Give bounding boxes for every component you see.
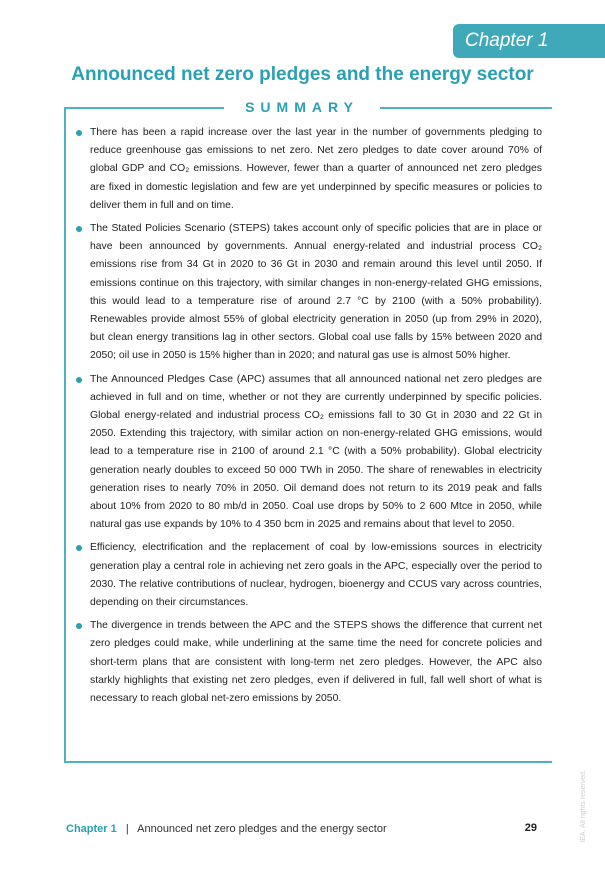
bullet-dot-icon	[76, 130, 82, 136]
bullet-dot-icon	[76, 377, 82, 383]
summary-bullet	[76, 220, 542, 366]
summary-label: SUMMARY	[245, 99, 359, 115]
summary-rule-right	[380, 107, 552, 109]
chapter-tab: Chapter 1	[453, 24, 605, 58]
bullet-dot-icon	[76, 545, 82, 551]
summary-bullet-text: There has been a rapid increase over the last year in the number of governments pledging to reduce greenhouse gas emissions to net zero. Net zero pledges to date cover around 70% of global GDP and CO₂ emissions. However, fewer than a quarter of announced net zero pledges are fixed in domestic legislation and few are yet underpinned by specific measures or policies to deliver them in full and on time.	[90, 127, 542, 211]
page-number: 29	[524, 822, 537, 834]
footer-separator: |	[125, 823, 129, 835]
summary-bullet	[76, 124, 542, 215]
rights-notice: IEA. All rights reserved.	[580, 770, 587, 843]
summary-bullet	[76, 539, 542, 612]
summary-rule-left	[64, 107, 224, 109]
bullet-dot-icon	[76, 623, 82, 629]
summary-bullet	[76, 371, 542, 535]
summary-bullet-text: Efficiency, electrification and the replacement of coal by low-emissions sources in electricity generation play a central role in achieving net zero goals in the APC, especially over the period to 2030. The relative contributions of nuclear, hydrogen, bioenergy and CCUS vary across countries, depending on their circumstances.	[90, 542, 542, 609]
summary-bullet	[76, 617, 542, 708]
page-title: Announced net zero pledges and the energy sector	[71, 64, 534, 85]
bullet-dot-icon	[76, 226, 82, 232]
page-footer	[66, 823, 387, 835]
footer-title: Announced net zero pledges and the energy sector	[137, 823, 387, 835]
summary-bullet-text: The Announced Pledges Case (APC) assumes that all announced national net zero pledges are achieved in full and on time, whether or not they are currently underpinned by specific policies. Global energy-related and industrial process CO₂ emissions fall to 30 Gt in 2030 and 22 Gt in 2050. Extending this trajectory, with similar action on non-energy-related GHG emissions, would lead to a temperature rise in 2100 of around 2.1 °C (with a 50% probability). Global electricity generation nearly doubles to exceed 50 000 TWh in 2050. The share of renewables in electricity generation rises to nearly 70% in 2050. Oil demand does not return to its 2019 peak and falls about 10% from 2020 to 80 mb/d in 2050. Coal use drops by 50% to 2 600 Mtce in 2050, while natural gas use expands by 10% to 4 350 bcm in 2025 and remains about that level to 2050.	[90, 373, 542, 531]
summary-bullet-text: The Stated Policies Scenario (STEPS) takes account only of specific policies that are in place or have been announced by governments. Annual energy-related and industrial process CO₂ emissions rise from 34 Gt in 2020 to 36 Gt in 2030 and remain around this level until 2050. If emissions continue on this trajectory, with similar changes in non-energy-related GHG emissions, this would lead to a temperature rise of around 2.7 °C by 2100 (with a 50% probability). Renewables provide almost 55% of global electricity generation in 2050 (up from 29% in 2020), but clean energy transitions lag in other sectors. Global coal use falls by 15% between 2020 and 2050; oil use in 2050 is 15% higher than in 2020; and natural gas use is almost 50% higher.	[90, 223, 542, 362]
footer-chapter: Chapter 1	[66, 823, 117, 835]
summary-bullet-text: The divergence in trends between the APC and the STEPS shows the difference that current net zero pledges could make, while underlining at the same time the need for concrete policies and short-term plans that are consistent with long-term net zero pledges. However, the APC also starkly highlights that existing net zero pledges, even if delivered in full, fall well short of what is necessary to reach global net-zero emissions by 2050.	[90, 620, 542, 705]
summary-bullet-list	[76, 124, 542, 713]
